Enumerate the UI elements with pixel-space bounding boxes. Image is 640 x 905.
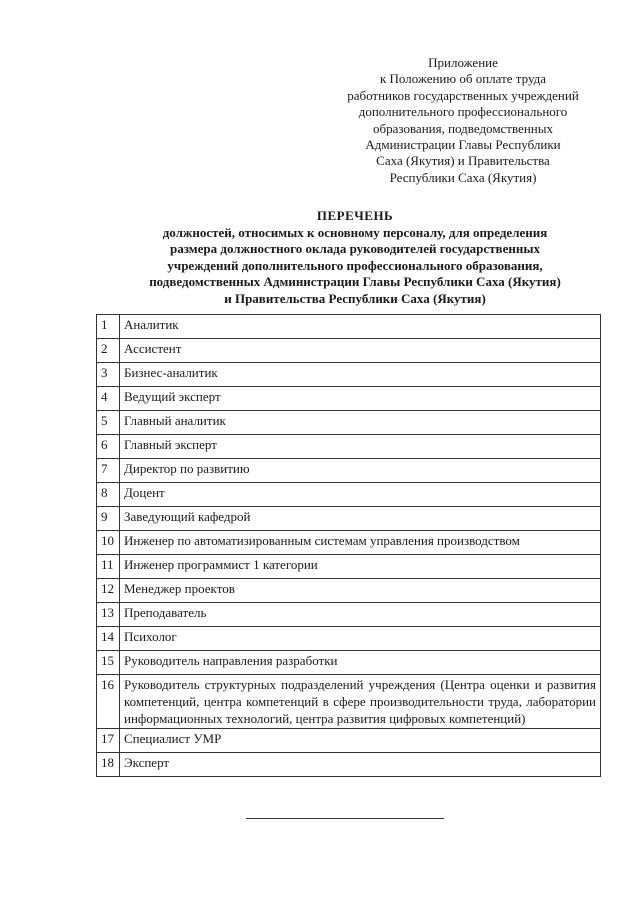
table-row [97, 435, 601, 459]
row-number: 16 [97, 675, 120, 729]
position-name: Инженер по автоматизированным системам управления производством [120, 531, 601, 555]
position-name: Психолог [120, 627, 601, 651]
row-number: 11 [97, 555, 120, 579]
table-row [97, 315, 601, 339]
row-number: 1 [97, 315, 120, 339]
table-row [97, 555, 601, 579]
table-row [97, 651, 601, 675]
position-name: Преподаватель [120, 603, 601, 627]
appendix-line: работников государственных учреждений [347, 87, 579, 103]
row-number: 4 [97, 387, 120, 411]
position-name: Главный аналитик [120, 411, 601, 435]
table-row [97, 531, 601, 555]
row-number: 12 [97, 579, 120, 603]
heading-line: должностей, относимых к основному персоналу, для определения [162, 224, 548, 240]
table-row [97, 507, 601, 531]
heading-line: и Правительства Республики Саха (Якутия) [224, 290, 486, 306]
appendix-line: Саха (Якутия) и Правительства [376, 153, 550, 169]
position-name: Эксперт [120, 753, 601, 777]
position-name: Ведущий эксперт [120, 387, 601, 411]
closing-line [246, 818, 444, 819]
row-number: 2 [97, 339, 120, 363]
document-title: ПЕРЕЧЕНЬ [316, 208, 394, 223]
row-number: 5 [97, 411, 120, 435]
position-name: Руководитель структурных подразделений учреждения (Центра оценки и развития компетенций, центра компетенций в сфере производительности труда, лаборатории информационных технологий, центра развития цифровых компетенций) [120, 675, 601, 729]
appendix-note [316, 55, 610, 186]
position-name: Менеджер проектов [120, 579, 601, 603]
table-row [97, 675, 601, 729]
position-name: Ассистент [120, 339, 601, 363]
appendix-line: Администрации Главы Республики [365, 137, 561, 153]
table-row [97, 483, 601, 507]
position-name: Руководитель направления разработки [120, 651, 601, 675]
position-name: Аналитик [120, 315, 601, 339]
row-number: 14 [97, 627, 120, 651]
appendix-line: к Положению об оплате труда [379, 71, 547, 87]
table-row [97, 753, 601, 777]
table-row [97, 339, 601, 363]
row-number: 15 [97, 651, 120, 675]
document-heading [95, 208, 615, 307]
heading-line: размера должностного оклада руководителей государственных [170, 241, 540, 256]
table-row [97, 729, 601, 753]
appendix-line: образования, подведомственных [373, 120, 553, 136]
table-row [97, 363, 601, 387]
heading-line: учреждений дополнительного профессионального образования, [167, 257, 543, 273]
position-name: Директор по развитию [120, 459, 601, 483]
row-number: 6 [97, 435, 120, 459]
row-number: 10 [97, 531, 120, 555]
row-number: 8 [97, 483, 120, 507]
heading-line: подведомственных Администрации Главы Республики Саха (Якутия) [149, 274, 561, 289]
row-number: 18 [97, 753, 120, 777]
row-number: 3 [97, 363, 120, 387]
table-row [97, 579, 601, 603]
position-name: Специалист УМР [120, 729, 601, 753]
position-name: Главный эксперт [120, 435, 601, 459]
appendix-line: Республики Саха (Якутия) [389, 169, 537, 185]
position-name: Бизнес-аналитик [120, 363, 601, 387]
appendix-line: дополнительного профессионального [358, 104, 568, 120]
table-row [97, 627, 601, 651]
row-number: 17 [97, 729, 120, 753]
positions-table [96, 314, 601, 777]
row-number: 13 [97, 603, 120, 627]
row-number: 9 [97, 507, 120, 531]
position-name: Доцент [120, 483, 601, 507]
appendix-line: Приложение [428, 55, 498, 70]
row-number: 7 [97, 459, 120, 483]
table-row [97, 459, 601, 483]
position-name: Заведующий кафедрой [120, 507, 601, 531]
table-row [97, 387, 601, 411]
position-name: Инженер программист 1 категории [120, 555, 601, 579]
table-row [97, 411, 601, 435]
table-row [97, 603, 601, 627]
